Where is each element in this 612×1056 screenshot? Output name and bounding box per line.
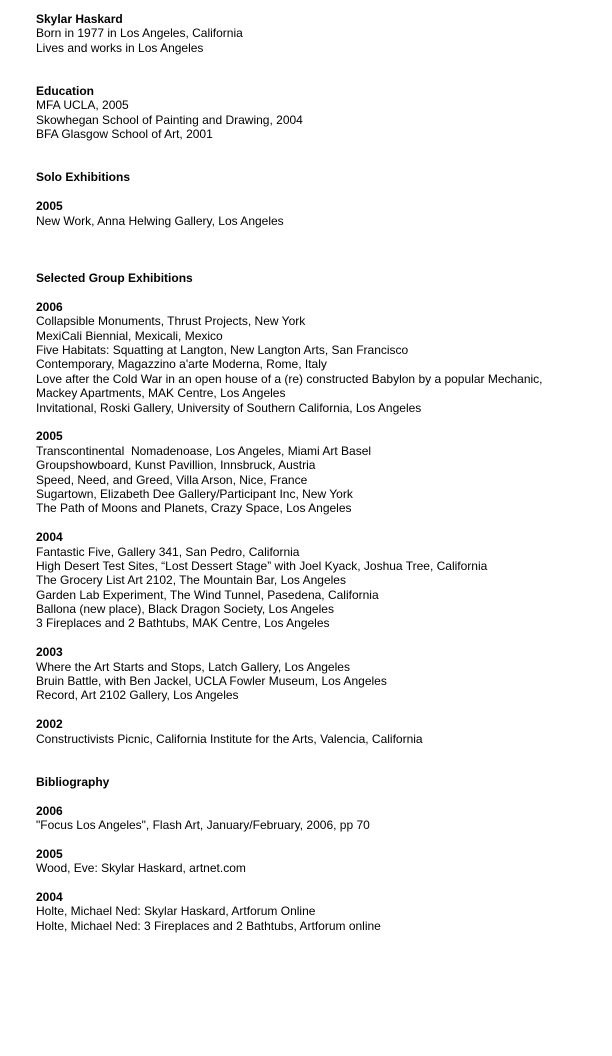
exhibition-item: The Grocery List Art 2102, The Mountain Bar, Los Angeles: [36, 573, 346, 588]
exhibition-item: Ballona (new place), Black Dragon Society, Los Angeles: [36, 602, 334, 617]
residence-info: Lives and works in Los Angeles: [36, 40, 204, 55]
exhibition-item: Where the Art Starts and Stops, Latch Gallery, Los Angeles: [36, 659, 350, 674]
exhibition-item: Bruin Battle, with Ben Jackel, UCLA Fowler Museum, Los Angeles: [36, 674, 387, 689]
exhibition-item: Speed, Need, and Greed, Villa Arson, Nice, France: [36, 472, 308, 487]
year-heading: 2005: [36, 429, 63, 444]
section-heading: Solo Exhibitions: [36, 170, 131, 185]
section-heading: Education: [36, 83, 95, 98]
exhibition-item: Invitational, Roski Gallery, University of Southern California, Los Angeles: [36, 400, 422, 415]
exhibition-item: Groupshowboard, Kunst Pavillion, Innsbruck, Austria: [36, 458, 316, 473]
exhibition-item: Mackey Apartments, MAK Centre, Los Angeles: [36, 386, 286, 401]
year-heading: 2004: [36, 889, 63, 904]
year-heading: 2005: [36, 199, 63, 214]
year-heading: 2006: [36, 803, 63, 818]
year-heading: 2002: [36, 717, 63, 732]
exhibition-item: Five Habitats: Squatting at Langton, New Langton Arts, San Francisco: [36, 343, 409, 358]
section-heading: Selected Group Exhibitions: [36, 271, 193, 286]
year-heading: 2004: [36, 530, 63, 545]
bibliography-item: "Focus Los Angeles", Flash Art, January/February, 2006, pp 70: [36, 817, 370, 832]
bibliography-item: Wood, Eve: Skylar Haskard, artnet.com: [36, 861, 246, 876]
exhibition-item: New Work, Anna Helwing Gallery, Los Angeles: [36, 213, 284, 228]
solo-exhibitions-section: [36, 170, 596, 228]
bibliography-item: Holte, Michael Ned: Skylar Haskard, Artforum Online: [36, 904, 316, 919]
exhibition-item: The Path of Moons and Planets, Crazy Space, Los Angeles: [36, 501, 352, 516]
exhibition-item: MexiCali Biennial, Mexicali, Mexico: [36, 328, 223, 343]
exhibition-item: Love after the Cold War in an open house of a (re) constructed Babylon by a popular Mechanic,: [36, 371, 543, 386]
exhibition-item: Sugartown, Elizabeth Dee Gallery/Participant Inc, New York: [36, 486, 353, 501]
education-item: BFA Glasgow School of Art, 2001: [36, 127, 213, 142]
year-heading: 2005: [36, 846, 63, 861]
exhibition-item: High Desert Test Sites, “Lost Dessert Stage” with Joel Kyack, Joshua Tree, California: [36, 558, 488, 573]
year-heading: 2003: [36, 645, 63, 660]
cv-document: [36, 12, 596, 933]
section-heading: Bibliography: [36, 774, 110, 789]
bibliography-item: Holte, Michael Ned: 3 Fireplaces and 2 Bathtubs, Artforum online: [36, 918, 381, 933]
exhibition-item: Record, Art 2102 Gallery, Los Angeles: [36, 688, 239, 703]
artist-name: Skylar Haskard: [36, 12, 123, 26]
education-item: Skowhegan School of Painting and Drawing, 2004: [36, 112, 303, 127]
group-exhibitions-section: [36, 271, 596, 746]
year-heading: 2006: [36, 299, 63, 314]
exhibition-item: Fantastic Five, Gallery 341, San Pedro, California: [36, 544, 300, 559]
bibliography-section: [36, 775, 596, 933]
exhibition-item: Transcontinental Nomadenoase, Los Angeles, Miami Art Basel: [36, 443, 372, 458]
education-section: [36, 84, 596, 142]
exhibition-item: Constructivists Picnic, California Institute for the Arts, Valencia, California: [36, 731, 423, 746]
education-item: MFA UCLA, 2005: [36, 98, 129, 113]
exhibition-item: Garden Lab Experiment, The Wind Tunnel, Pasedena, California: [36, 587, 379, 602]
exhibition-item: 3 Fireplaces and 2 Bathtubs, MAK Centre, Los Angeles: [36, 616, 330, 631]
exhibition-item: Collapsible Monuments, Thrust Projects, New York: [36, 314, 306, 329]
exhibition-item: Contemporary, Magazzino a'arte Moderna, Rome, Italy: [36, 357, 327, 372]
birth-info: Born in 1977 in Los Angeles, California: [36, 26, 243, 41]
